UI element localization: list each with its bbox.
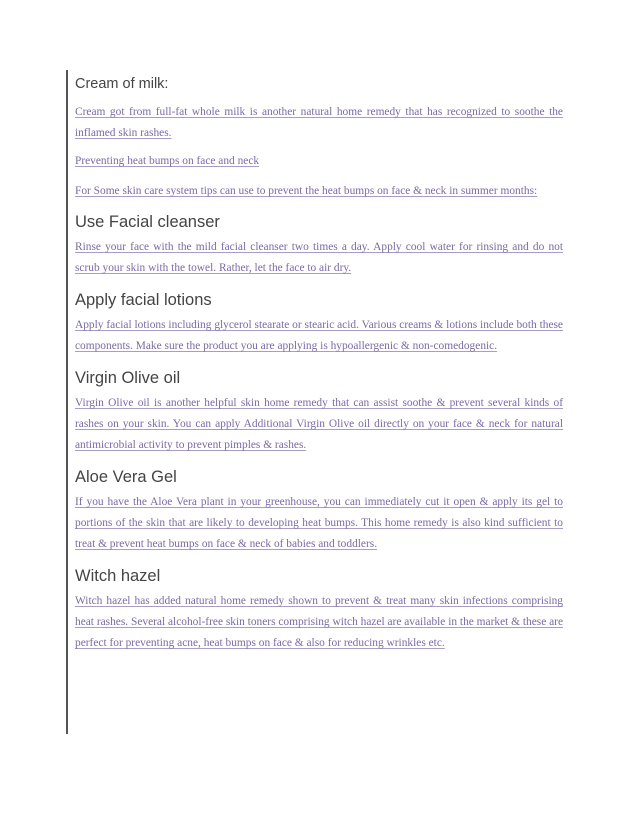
heading-aloe-vera-gel: Aloe Vera Gel [75, 468, 177, 486]
paragraph-skin-care-tips[interactable]: For Some skin care system tips can use to prevent the heat bumps on face & neck in summer months: [75, 185, 538, 197]
paragraph-witch-hazel[interactable]: Witch hazel has added natural home remedy shown to prevent & treat many skin infections comprising heat rashes. Several alcohol-free skin toners comprising witch hazel are available in the market & these are perfect for preventing acne, heat bumps on face & also for reducing wrinkles etc. [75, 595, 564, 649]
heading-virgin-olive-oil: Virgin Olive oil [75, 369, 181, 387]
paragraph-cream-of-milk[interactable]: Cream got from full-fat whole milk is another natural home remedy that has recognized to soothe the inflamed skin rashes. [75, 106, 563, 139]
heading-witch-hazel: Witch hazel [75, 567, 161, 585]
heading-apply-facial-lotions: Apply facial lotions [75, 291, 212, 309]
heading-cream-of-milk: Cream of milk: [75, 76, 169, 92]
heading-use-facial-cleanser: Use Facial cleanser [75, 213, 220, 231]
paragraph-preventing-heat-bumps[interactable]: Preventing heat bumps on face and neck [75, 155, 260, 167]
paragraph-use-facial-cleanser[interactable]: Rinse your face with the mild facial cleanser two times a day. Apply cool water for rinsing and do not scrub your skin with the towel. Rather, let the face to air dry. [75, 241, 563, 274]
paragraph-virgin-olive-oil[interactable]: Virgin Olive oil is another helpful skin home remedy that can assist soothe & prevent several kinds of rashes on your skin. You can apply Additional Virgin Olive oil directly on your face & neck for natural antimicrobial activity to prevent pimples & rashes. [75, 397, 563, 451]
left-margin-rule [66, 70, 68, 734]
paragraph-apply-facial-lotions[interactable]: Apply facial lotions including glycerol stearate or stearic acid. Various creams & lotions include both these components. Make sure the product you are applying is hypoallergenic & non-comedogenic. [75, 319, 563, 352]
document-body [75, 74, 563, 654]
paragraph-aloe-vera-gel[interactable]: If you have the Aloe Vera plant in your greenhouse, you can immediately cut it open & apply its gel to portions of the skin that are likely to developing heat bumps. This home remedy is also kind sufficient to treat & prevent heat bumps on face & neck of babies and toddlers. [75, 496, 563, 550]
